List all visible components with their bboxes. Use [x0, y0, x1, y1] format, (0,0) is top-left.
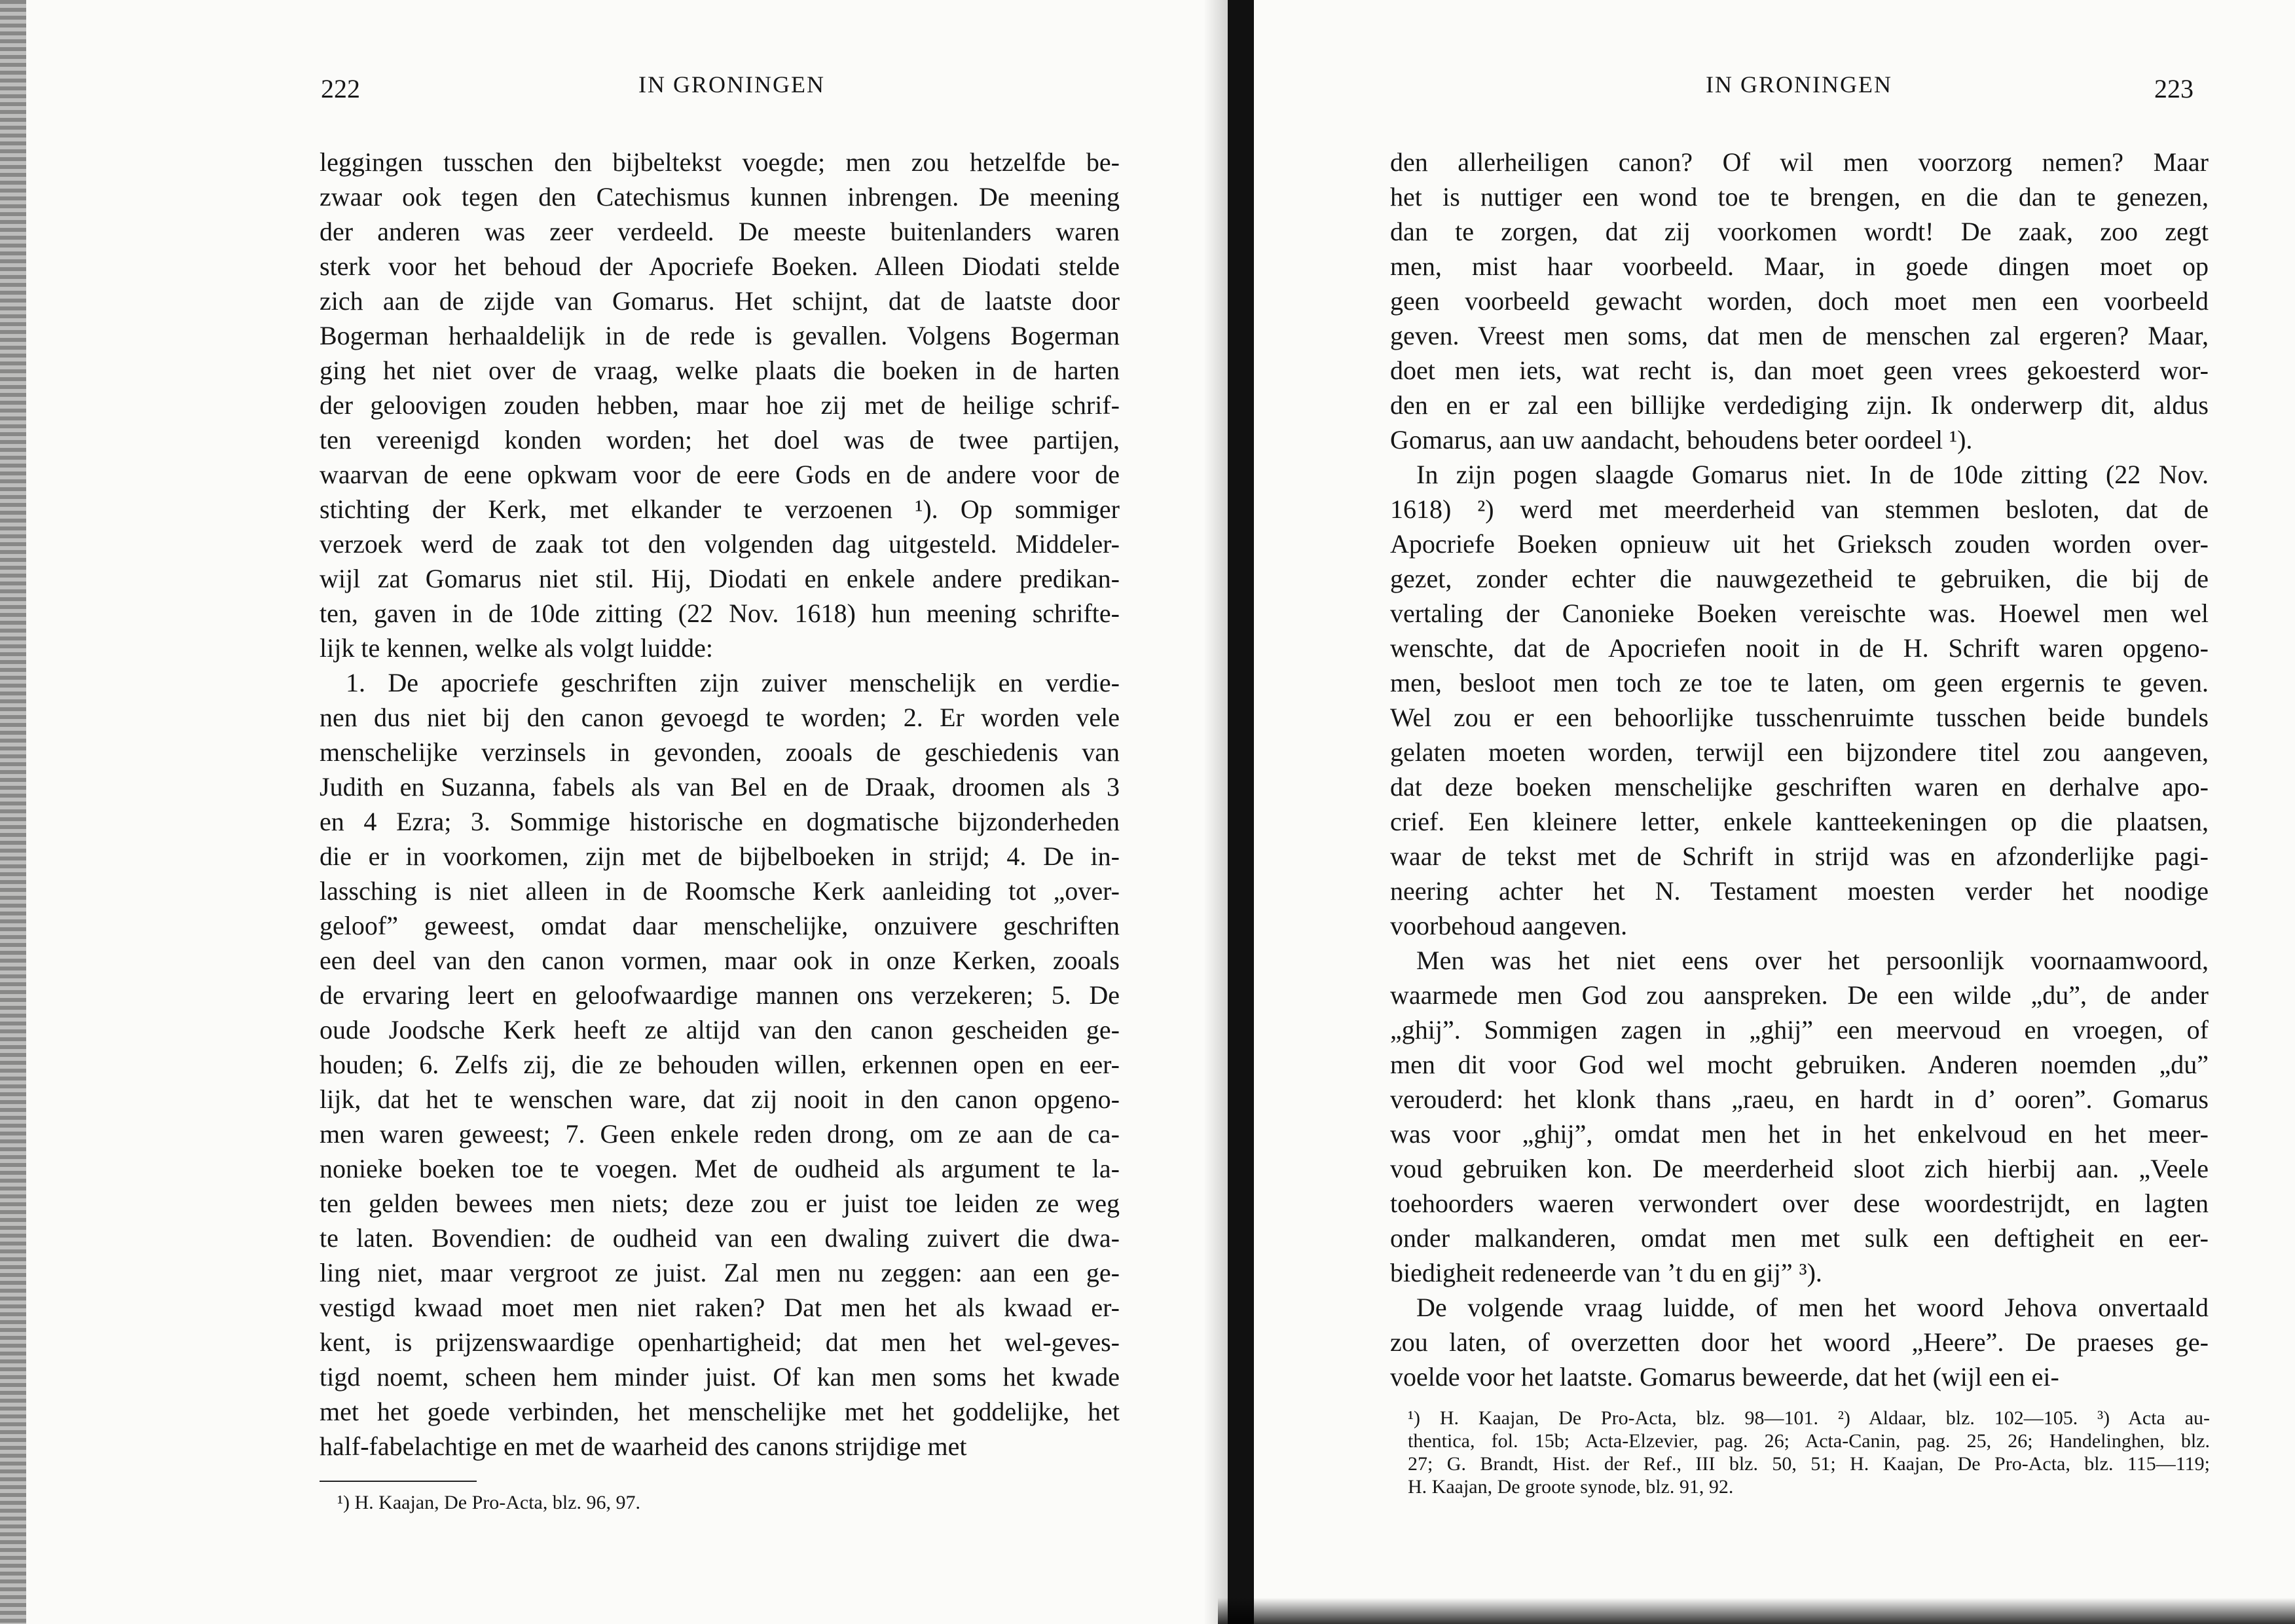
text-line: lijk, dat het te wenschen ware, dat zij nooit in den canon opgeno- [320, 1084, 1120, 1114]
text-line: Wel zou er een behoorlijke tusschenruimte tusschen beide bundels [1390, 703, 2209, 732]
text-line: men, mist haar voorbeeld. Maar, in goede dingen moet op [1390, 251, 2209, 281]
text-line: waar de tekst met de Schrift in strijd was en afzonderlijke pagi- [1390, 841, 2209, 871]
right-page [1241, 0, 2295, 1624]
scan-bottom-shadow [1218, 1598, 2295, 1624]
text-line: met het goede verbinden, het menschelijke met het goddelijke, het [320, 1397, 1120, 1426]
footnote-line: 27; G. Brandt, Hist. der Ref., III blz. 50, 51; H. Kaajan, De Pro-Acta, blz. 115—119; [1408, 1453, 2210, 1475]
text-line: stichting der Kerk, met elkander te verzoenen ¹). Op sommiger [320, 494, 1120, 524]
left-body-text [320, 145, 1120, 1464]
text-line: lijk te kennen, welke als volgt luidde: [320, 633, 713, 663]
text-line: vertaling der Canonieke Boeken vereischte was. Hoewel men wel [1390, 599, 2209, 628]
text-line: der geloovigen zouden hebben, maar hoe zij met de heilige schrif- [320, 390, 1120, 420]
text-line: den allerheiligen canon? Of wil men voorzorg nemen? Maar [1390, 147, 2209, 177]
page-number-right: 223 [2154, 74, 2194, 103]
footnote-line: H. Kaajan, De groote synode, blz. 91, 92. [1408, 1476, 1734, 1498]
text-line: Men was het niet eens over het persoonlijk voornaamwoord, [1416, 946, 2209, 975]
text-line: geven. Vreest men soms, dat men de menschen zal ergeren? Maar, [1390, 321, 2209, 350]
text-line: verouderd: het klonk thans „raeu, en hardt in d’ ooren”. Gomarus [1390, 1084, 2209, 1114]
text-line: onder malkanderen, omdat men met sulk een deftigheit en eer- [1390, 1223, 2209, 1253]
right-body-text [1390, 145, 2209, 1394]
footnote-rule-left [320, 1481, 477, 1482]
text-line: men, besloot men toch ze toe te laten, om geen ergernis te geven. [1390, 668, 2209, 697]
text-line: waarmede men God zou aanspreken. De een wilde „du”, de ander [1390, 980, 2209, 1010]
text-line: ten, gaven in de 10de zitting (22 Nov. 1618) hun meening schrifte- [320, 599, 1120, 628]
text-line: „ghij”. Sommigen zagen in „ghij” een meervoud en vroegen, of [1390, 1015, 2209, 1044]
text-line: sterk voor het behoud der Apocriefe Boeken. Alleen Diodati stelde [320, 251, 1120, 281]
text-line: geloof” geweest, omdat daar menschelijke, onzuivere geschriften [320, 911, 1120, 940]
footnotes-right [1408, 1407, 2210, 1498]
text-line: gelaten moeten worden, terwijl een bijzondere titel zou aangeven, [1390, 737, 2209, 767]
text-line: oude Joodsche Kerk heeft ze altijd van den canon gescheiden ge- [320, 1015, 1120, 1044]
text-line: te laten. Bovendien: de oudheid van een dwaling zuivert die dwa- [320, 1223, 1120, 1253]
footnote-line: ¹) H. Kaajan, De Pro-Acta, blz. 98—101. ²) Aldaar, blz. 102—105. ³) Acta au- [1408, 1407, 2210, 1429]
page-number-left: 222 [321, 74, 360, 103]
text-line: crief. Een kleinere letter, enkele kantteekeningen op die plaatsen, [1390, 807, 2209, 836]
text-line: was voor „ghij”, omdat men het in het enkelvoud en het meer- [1390, 1119, 2209, 1149]
text-line: lassching is niet alleen in de Roomsche Kerk aanleiding tot „over- [320, 876, 1120, 906]
text-line: In zijn pogen slaagde Gomarus niet. In de 10de zitting (22 Nov. [1416, 460, 2209, 489]
text-line: Judith en Suzanna, fabels als van Bel en de Draak, droomen als 3 [320, 772, 1120, 802]
text-line: half-fabelachtige en met de waarheid des canons strijdige met [320, 1431, 967, 1461]
text-line: tigd noemt, scheen hem minder juist. Of kan men soms het kwade [320, 1362, 1120, 1392]
running-header-left: IN GRONINGEN [638, 71, 825, 98]
text-line: ten vereenigd konden worden; het doel was de twee partijen, [320, 425, 1120, 454]
text-line: Bogerman herhaaldelijk in de rede is gevallen. Volgens Bogerman [320, 321, 1120, 350]
text-line: menschelijke verzinsels in gevonden, zooals de geschiedenis van [320, 737, 1120, 767]
text-line: houden; 6. Zelfs zij, die ze behouden willen, erkennen open en eer- [320, 1050, 1120, 1079]
text-line: dat deze boeken menschelijke geschriften waren en derhalve apo- [1390, 772, 2209, 802]
text-line: leggingen tusschen den bijbeltekst voegde; men zou hetzelfde be- [320, 147, 1120, 177]
text-line: gezet, zonder echter die nauwgezetheid te gebruiken, die bij de [1390, 564, 2209, 593]
text-line: en 4 Ezra; 3. Sommige historische en dogmatische bijzonderheden [320, 807, 1120, 836]
text-line: ging het niet over de vraag, welke plaats die boeken in de harten [320, 356, 1120, 385]
text-line: wijl zat Gomarus niet stil. Hij, Diodati en enkele andere predikan- [320, 564, 1120, 593]
text-line: die er in voorkomen, zijn met de bijbelboeken in strijd; 4. De in- [320, 841, 1120, 871]
running-header-right: IN GRONINGEN [1706, 71, 1892, 98]
text-line: men dit voor God wel mocht gebruiken. Anderen noemden „du” [1390, 1050, 2209, 1079]
text-line: zich aan de zijde van Gomarus. Het schijnt, dat de laatste door [320, 286, 1120, 316]
text-line: den en er zal een billijke verdediging zijn. Ik onderwerp dit, aldus [1390, 390, 2209, 420]
text-line: Apocriefe Boeken opnieuw uit het Grieksch zouden worden over- [1390, 529, 2209, 559]
text-line: zwaar ook tegen den Catechismus kunnen inbrengen. De meening [320, 182, 1120, 212]
text-line: het is nuttiger een wond toe te brengen, en die dan te genezen, [1390, 182, 2209, 212]
text-line: biedigheit redeneerde van ’t du en gij” ³). [1390, 1258, 1822, 1287]
text-line: vestigd kwaad moet men niet raken? Dat men het als kwaad er- [320, 1293, 1120, 1322]
text-line: doet men iets, wat recht is, dan moet geen vrees gekoesterd wor- [1390, 356, 2209, 385]
text-line: kent, is prijzenswaardige openhartigheid; dat men het wel-geves- [320, 1327, 1120, 1357]
text-line: zou laten, of overzetten door het woord „Heere”. De praeses ge- [1390, 1327, 2209, 1357]
text-line: dan te zorgen, dat zij voorkomen wordt! De zaak, zoo zegt [1390, 217, 2209, 246]
footnote-left [337, 1491, 1057, 1514]
text-line: neering achter het N. Testament moesten verder het noodige [1390, 876, 2209, 906]
text-line: voelde voor het laatste. Gomarus beweerde, dat het (wijl een ei- [1390, 1362, 2059, 1392]
text-line: Gomarus, aan uw aandacht, behoudens beter oordeel ¹). [1390, 425, 1973, 454]
text-line: voorbehoud aangeven. [1390, 911, 1628, 940]
text-line: nonieke boeken toe te voegen. Met de oudheid als argument te la- [320, 1154, 1120, 1183]
text-line: 1618) ²) werd met meerderheid van stemmen besloten, dat de [1390, 494, 2209, 524]
text-line: men waren geweest; 7. Geen enkele reden drong, om ze aan de ca- [320, 1119, 1120, 1149]
text-line: toehoorders waeren verwondert over dese woordestrijdt, en lagten [1390, 1189, 2209, 1218]
text-line: de ervaring leert en geloofwaardige mannen ons verzekeren; 5. De [320, 980, 1120, 1010]
text-line: wenschte, dat de Apocriefen nooit in de H. Schrift waren opgeno- [1390, 633, 2209, 663]
text-line: ten gelden bewees men niets; deze zou er juist toe leiden ze weg [320, 1189, 1120, 1218]
text-line: De volgende vraag luidde, of men het woord Jehova onvertaald [1416, 1293, 2209, 1322]
gutter-shadow [1203, 0, 1230, 1624]
text-line: voud gebruiken kon. De meerderheid sloot zich hierbij aan. „Veele [1390, 1154, 2209, 1183]
footnote-line: thentica, fol. 15b; Acta-Elzevier, pag. 26; Acta-Canin, pag. 25, 26; Handelinghen, blz. [1408, 1430, 2210, 1452]
text-line: ling niet, maar vergroot ze juist. Zal men nu zeggen: aan een ge- [320, 1258, 1120, 1287]
text-line: een deel van den canon vormen, maar ook in onze Kerken, zooals [320, 946, 1120, 975]
text-line: waarvan de eene opkwam voor de eere Gods en de andere voor de [320, 460, 1120, 489]
footnote-line: ¹) H. Kaajan, De Pro-Acta, blz. 96, 97. [337, 1492, 641, 1513]
text-line: der anderen was zeer verdeeld. De meeste buitenlanders waren [320, 217, 1120, 246]
text-line: verzoek werd de zaak tot den volgenden dag uitgesteld. Middeler- [320, 529, 1120, 559]
text-line: geen voorbeeld gewacht worden, doch moet men een voorbeeld [1390, 286, 2209, 316]
text-line: nen dus niet bij den canon gevoegd te worden; 2. Er worden vele [320, 703, 1120, 732]
text-line: 1. De apocriefe geschriften zijn zuiver menschelijk en verdie- [346, 668, 1120, 697]
